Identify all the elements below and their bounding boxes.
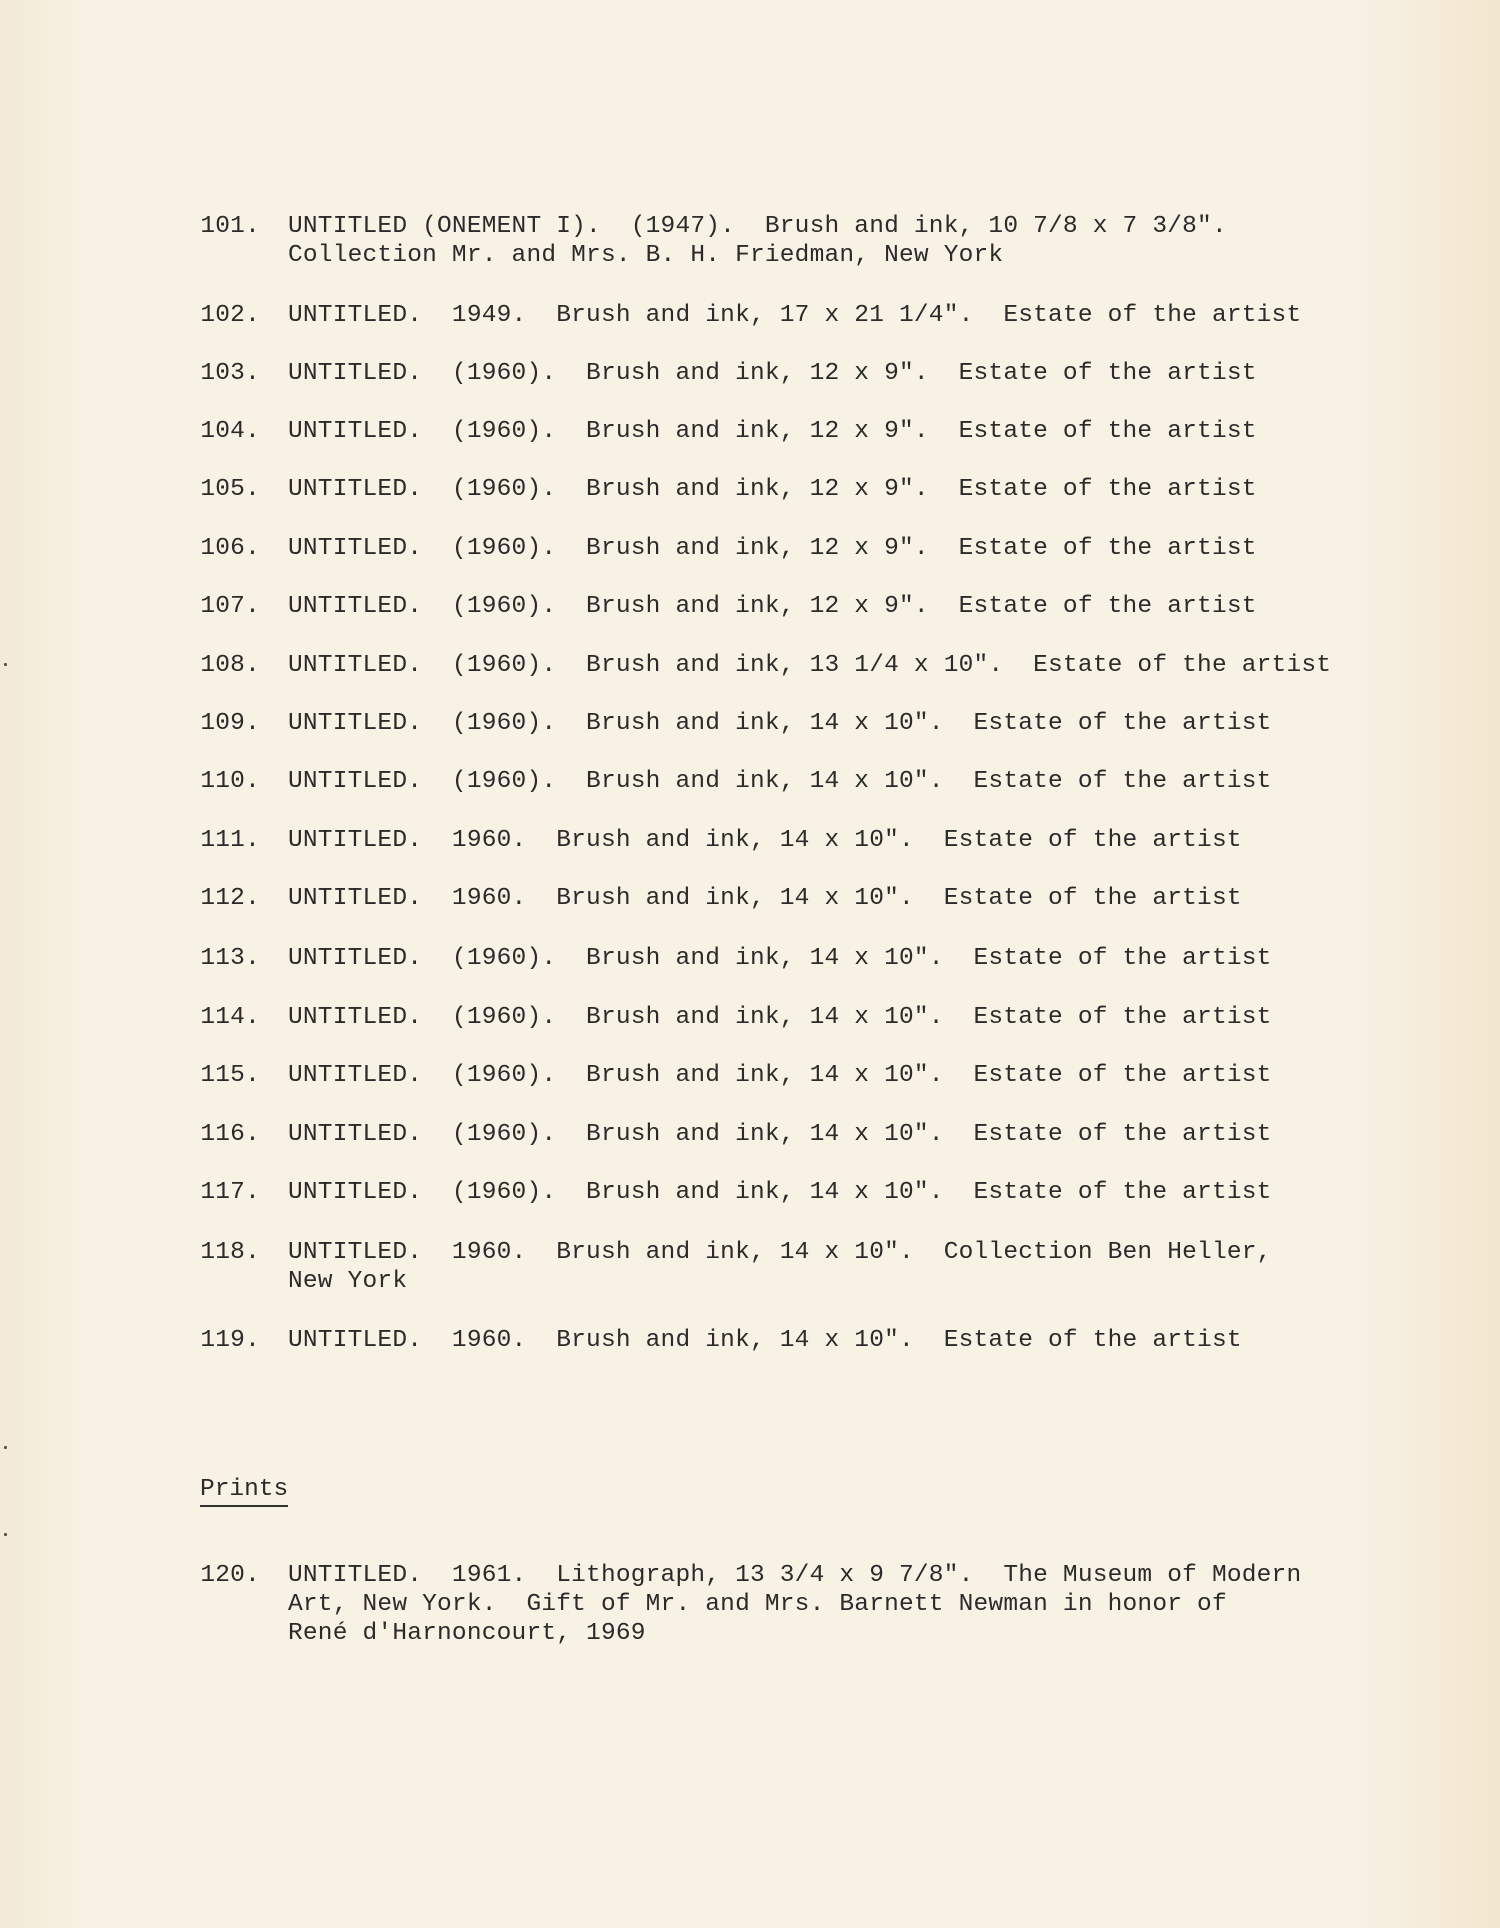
margin-dot [4, 1446, 7, 1449]
entry-text: UNTITLED. (1960). Brush and ink, 14 x 10". Estate of the artist [288, 1179, 1272, 1206]
entry-number: 108. [200, 652, 260, 679]
entry-number: 109. [200, 710, 260, 737]
entry-text: UNTITLED. 1960. Brush and ink, 14 x 10". Estate of the artist [288, 885, 1242, 912]
entry-text: UNTITLED. (1960). Brush and ink, 13 1/4 x 10". Estate of the artist [288, 652, 1332, 679]
entry-text: UNTITLED (ONEMENT I). (1947). Brush and ink, 10 7/8 x 7 3/8". Collection Mr. and Mrs. B. H. Friedman, New York [288, 213, 1227, 269]
entry-text: UNTITLED. (1960). Brush and ink, 12 x 9". Estate of the artist [288, 476, 1257, 503]
entry-text: UNTITLED. (1960). Brush and ink, 14 x 10". Estate of the artist [288, 710, 1272, 737]
margin-dot [4, 663, 7, 666]
entry-number: 113. [200, 945, 260, 972]
entry-number: 103. [200, 360, 260, 387]
entry-text: UNTITLED. 1961. Lithograph, 13 3/4 x 9 7/8". The Museum of Modern Art, New York. Gift of Mr. and Mrs. Barnett Newman in honor of René d'Harnoncourt, 1969 [288, 1562, 1302, 1647]
entry-text: UNTITLED. (1960). Brush and ink, 12 x 9". Estate of the artist [288, 535, 1257, 562]
section-heading-prints: Prints [200, 1475, 288, 1507]
entry-text: UNTITLED. (1960). Brush and ink, 14 x 10". Estate of the artist [288, 1004, 1272, 1031]
entry-number: 111. [200, 827, 260, 854]
entry-text: UNTITLED. (1960). Brush and ink, 14 x 10". Estate of the artist [288, 1062, 1272, 1089]
entry-text: UNTITLED. 1960. Brush and ink, 14 x 10". Estate of the artist [288, 827, 1242, 854]
entry-text: UNTITLED. 1960. Brush and ink, 14 x 10". Estate of the artist [288, 1327, 1242, 1354]
entry-number: 117. [200, 1179, 260, 1206]
entry-number: 104. [200, 418, 260, 445]
entry-number: 106. [200, 535, 260, 562]
entry-text: UNTITLED. (1960). Brush and ink, 12 x 9". Estate of the artist [288, 593, 1257, 620]
margin-dot [4, 1533, 7, 1536]
entry-text: UNTITLED. 1949. Brush and ink, 17 x 21 1/4". Estate of the artist [288, 302, 1302, 329]
entry-number: 119. [200, 1327, 260, 1354]
entry-number: 116. [200, 1121, 260, 1148]
entry-number: 115. [200, 1062, 260, 1089]
entry-text: UNTITLED. (1960). Brush and ink, 12 x 9". Estate of the artist [288, 360, 1257, 387]
entry-number: 101. [200, 213, 260, 240]
entry-number: 118. [200, 1239, 260, 1266]
entry-number: 112. [200, 885, 260, 912]
entry-text: UNTITLED. 1960. Brush and ink, 14 x 10". Collection Ben Heller, New York [288, 1239, 1272, 1295]
entry-text: UNTITLED. (1960). Brush and ink, 12 x 9". Estate of the artist [288, 418, 1257, 445]
entry-number: 120. [200, 1562, 260, 1589]
entry-number: 114. [200, 1004, 260, 1031]
entry-number: 107. [200, 593, 260, 620]
entry-number: 105. [200, 476, 260, 503]
entry-text: UNTITLED. (1960). Brush and ink, 14 x 10". Estate of the artist [288, 945, 1272, 972]
entry-text: UNTITLED. (1960). Brush and ink, 14 x 10". Estate of the artist [288, 768, 1272, 795]
entry-text: UNTITLED. (1960). Brush and ink, 14 x 10". Estate of the artist [288, 1121, 1272, 1148]
entry-number: 110. [200, 768, 260, 795]
entry-number: 102. [200, 302, 260, 329]
